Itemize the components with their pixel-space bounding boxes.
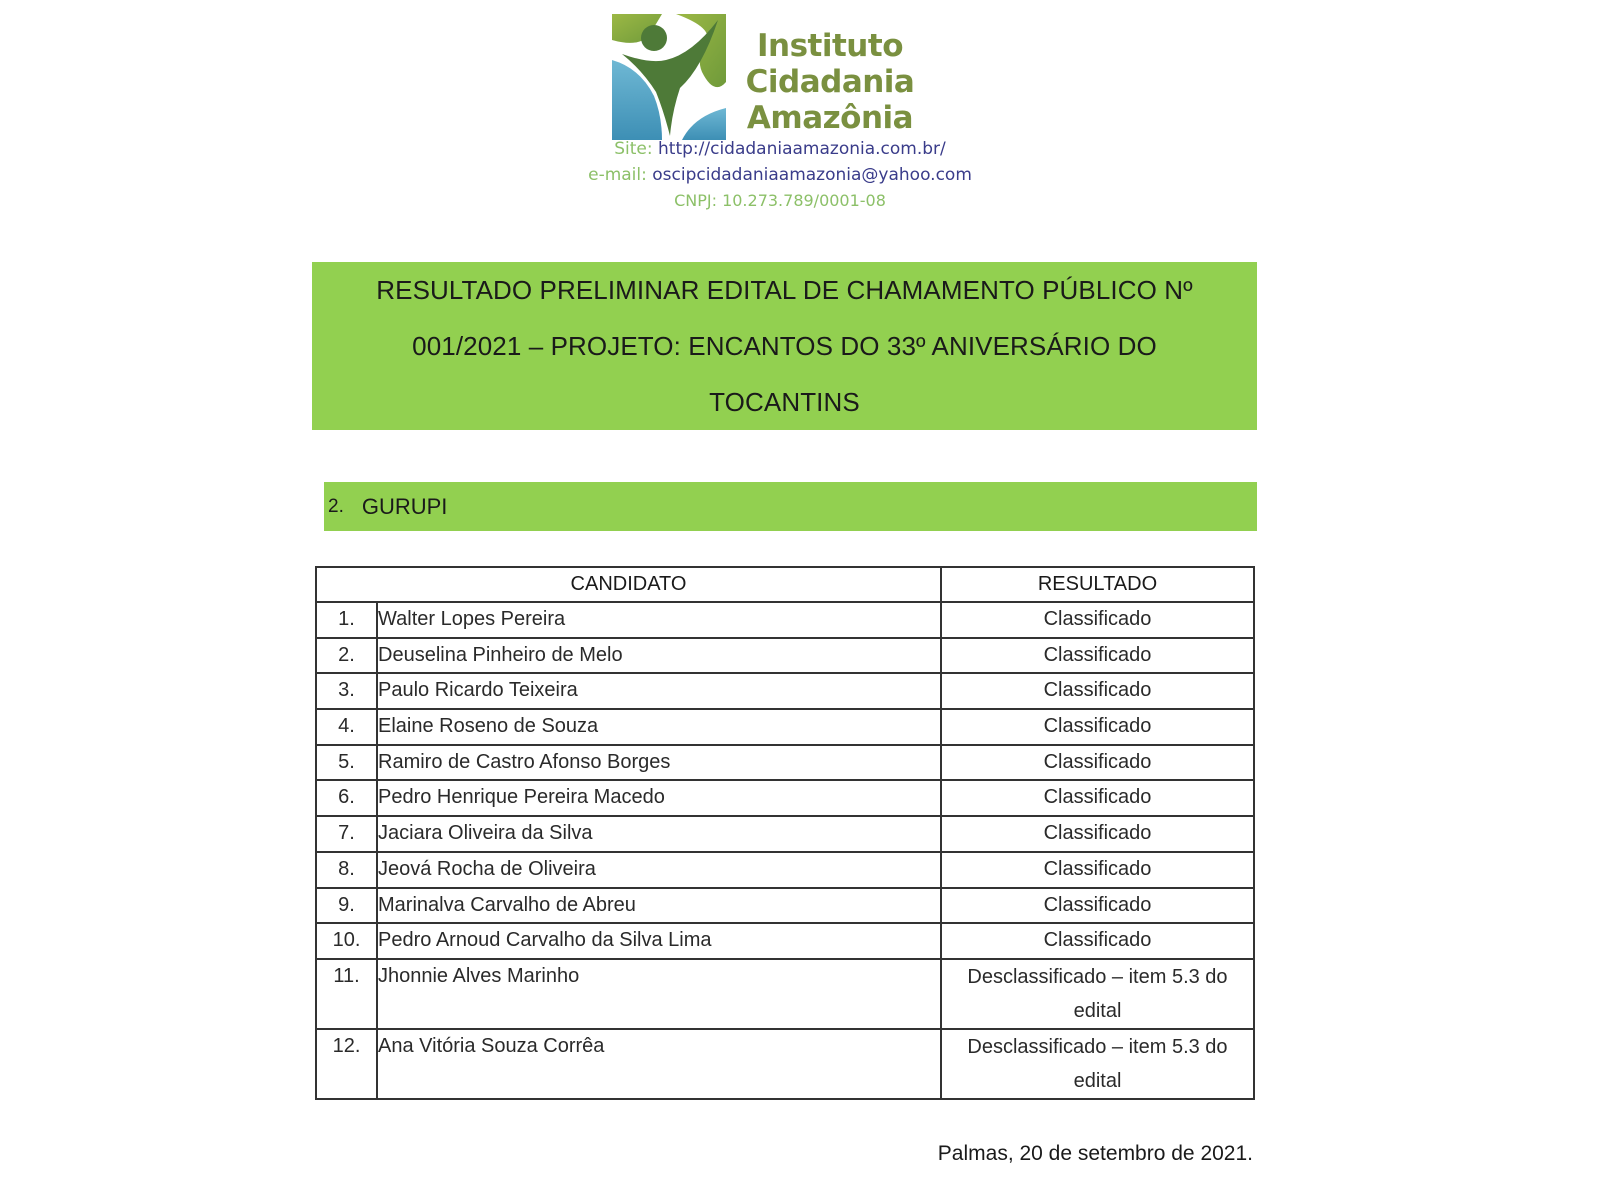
site-label: Site: <box>614 139 653 159</box>
section-number: 2. <box>328 495 344 517</box>
candidate-name: Pedro Henrique Pereira Macedo <box>377 780 941 816</box>
document-title <box>312 262 1257 430</box>
result-cell <box>941 602 1254 638</box>
result-value: Classificado <box>1043 893 1152 916</box>
row-number: 11. <box>316 959 377 1029</box>
place-date: Palmas, 20 de setembro de 2021. <box>937 1142 1253 1165</box>
row-number: 10. <box>316 923 377 959</box>
person-arms-raised-logo-icon <box>610 12 728 142</box>
row-number: 6. <box>316 780 377 816</box>
section-name: GURUPI <box>361 493 448 519</box>
result-cell <box>941 816 1254 852</box>
result-cell <box>941 638 1254 674</box>
row-number: 7. <box>316 816 377 852</box>
section-heading <box>324 482 1257 531</box>
result-value: Classificado <box>1043 679 1152 702</box>
result-cell <box>941 888 1254 924</box>
table-row <box>316 852 1254 888</box>
candidate-name: Deuselina Pinheiro de Melo <box>377 638 941 674</box>
row-number: 1. <box>316 602 377 638</box>
result-value: Classificado <box>1043 786 1152 809</box>
candidate-name: Marinalva Carvalho de Abreu <box>377 888 941 924</box>
result-value: Classificado <box>1043 608 1152 630</box>
results-table <box>315 566 1255 1100</box>
email-line <box>560 165 1000 185</box>
row-number: 3. <box>316 673 377 709</box>
letterhead <box>560 8 1000 218</box>
header-candidate: CANDIDATO <box>316 567 941 602</box>
table-row <box>316 923 1254 959</box>
table-row <box>316 602 1254 638</box>
candidate-name: Jaciara Oliveira da Silva <box>377 816 941 852</box>
result-value: Desclassificado – item 5.3 do edital <box>967 965 1228 1022</box>
result-value: Classificado <box>1043 643 1152 666</box>
table-row <box>316 888 1254 924</box>
table-row <box>316 959 1254 1029</box>
table-row <box>316 816 1254 852</box>
result-value: Desclassificado – item 5.3 do edital <box>967 1035 1228 1092</box>
candidate-name: Jeová Rocha de Oliveira <box>377 852 941 888</box>
cnpj-line <box>560 191 1000 210</box>
candidate-name: Ana Vitória Souza Corrêa <box>377 1029 941 1099</box>
email-link[interactable]: oscipcidadaniaamazonia@yahoo.com <box>652 165 972 185</box>
row-number: 2. <box>316 638 377 674</box>
table-row <box>316 1029 1254 1099</box>
result-cell <box>941 709 1254 745</box>
table-row <box>316 745 1254 781</box>
cnpj-label: CNPJ: <box>674 191 717 210</box>
result-cell <box>941 959 1254 1029</box>
candidate-name: Elaine Roseno de Souza <box>377 709 941 745</box>
cnpj-value: 10.273.789/0001-08 <box>722 191 886 210</box>
result-value: Classificado <box>1043 929 1152 952</box>
result-cell <box>941 780 1254 816</box>
candidate-name: Ramiro de Castro Afonso Borges <box>377 745 941 781</box>
result-cell <box>941 673 1254 709</box>
table-header-row <box>316 567 1254 602</box>
title-line: 001/2021 – PROJETO: ENCANTOS DO 33º ANIVERSÁRIO DO <box>412 331 1157 361</box>
site-line <box>560 139 1000 159</box>
candidate-name: Walter Lopes Pereira <box>377 602 941 638</box>
row-number: 5. <box>316 745 377 781</box>
email-label: e-mail: <box>588 165 647 185</box>
table-row <box>316 638 1254 674</box>
candidate-name: Pedro Arnoud Carvalho da Silva Lima <box>377 923 941 959</box>
table-row <box>316 780 1254 816</box>
table-row <box>316 673 1254 709</box>
row-number: 9. <box>316 888 377 924</box>
header-result: RESULTADO <box>941 567 1254 602</box>
result-cell <box>941 852 1254 888</box>
org-name-line: Cidadania <box>745 64 915 100</box>
row-number: 12. <box>316 1029 377 1099</box>
org-name-line: Instituto <box>756 28 903 64</box>
row-number: 4. <box>316 709 377 745</box>
result-value: Classificado <box>1043 715 1152 738</box>
candidate-name: Paulo Ricardo Teixeira <box>377 673 941 709</box>
organization-name <box>740 28 920 136</box>
title-line: RESULTADO PRELIMINAR EDITAL DE CHAMAMENTO PÚBLICO Nº <box>376 275 1193 305</box>
result-value: Classificado <box>1043 822 1152 845</box>
org-name-line: Amazônia <box>746 100 914 136</box>
result-value: Classificado <box>1043 857 1152 880</box>
row-number: 8. <box>316 852 377 888</box>
result-cell <box>941 923 1254 959</box>
table-row <box>316 709 1254 745</box>
candidate-name: Jhonnie Alves Marinho <box>377 959 941 1029</box>
title-line: TOCANTINS <box>709 387 860 417</box>
result-cell <box>941 745 1254 781</box>
site-link[interactable]: http://cidadaniaamazonia.com.br/ <box>658 139 946 159</box>
result-cell <box>941 1029 1254 1099</box>
result-value: Classificado <box>1043 750 1152 773</box>
